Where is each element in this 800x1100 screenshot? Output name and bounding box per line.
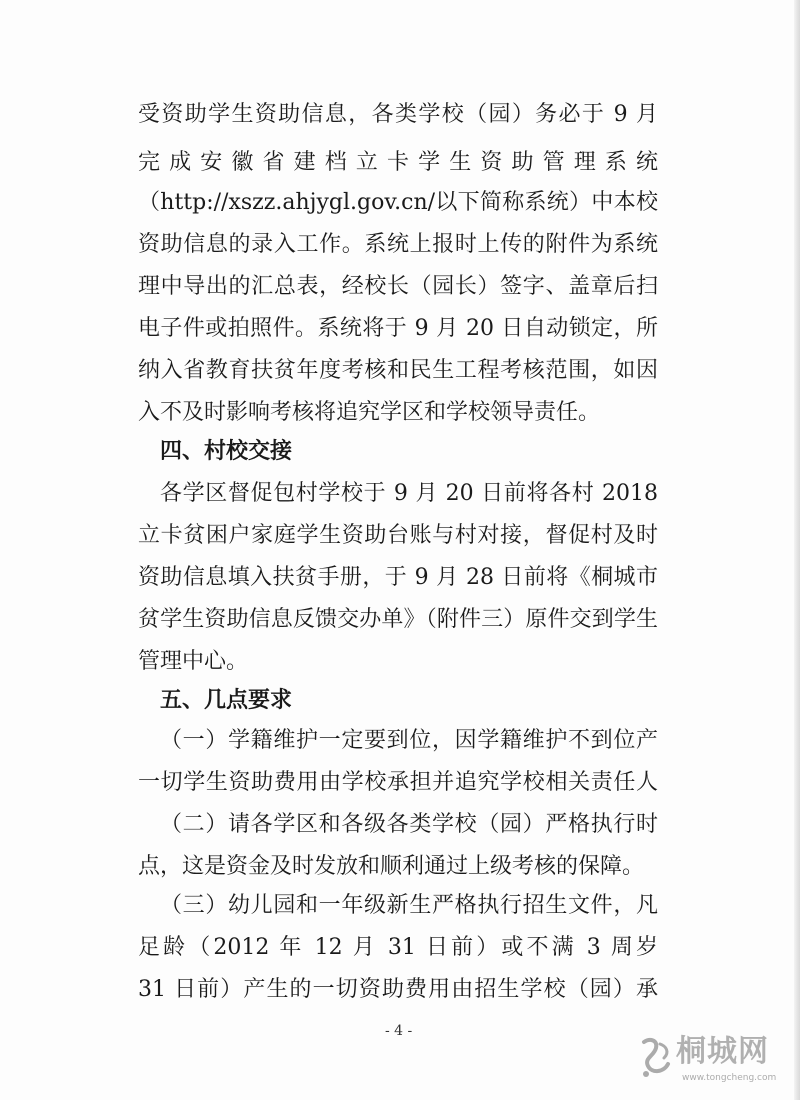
paragraph-1-line-5: 理中导出的汇总表，经校长（园长）签字、盖章后扫 [138, 274, 658, 299]
paragraph-2-line-1: 各学区督促包村学校于 9 月 20 日前将各村 2018 [160, 481, 658, 506]
paragraph-1-line-7: 纳入省教育扶贫年度考核和民生工程考核范围，如因 [138, 358, 658, 383]
paragraph-1-line-8: 入不及时影响考核将追究学区和学校领导责任。 [138, 400, 601, 425]
site-watermark [638, 1034, 788, 1092]
section-heading-5: 五、几点要求 [160, 688, 293, 713]
paragraph-1-line-2: 完成安徽省建档立卡学生资助管理系统 [138, 150, 658, 175]
requirement-2-line-2: 点，这是资金及时发放和顺利通过上级考核的保障。 [138, 854, 645, 879]
requirement-3-line-3: 31 日前）产生的一切资助费用由招生学校（园）承 [138, 977, 658, 1002]
paragraph-1-line-4: 资助信息的录入工作。系统上报时上传的附件为系统 [138, 232, 658, 257]
paragraph-2-line-3: 资助信息填入扶贫手册，于 9 月 28 日前将《桐城市 [138, 565, 658, 590]
paragraph-2-line-2: 立卡贫困户家庭学生资助台账与村对接，督促村及时 [138, 523, 658, 548]
section-heading-4: 四、村校交接 [160, 439, 293, 464]
requirement-1-line-2: 一切学生资助费用由学校承担并追究学校相关责任人 [138, 770, 658, 795]
paragraph-2-line-5: 管理中心。 [138, 649, 249, 674]
page-edge [794, 0, 800, 1100]
watermark-site-name: 桐城网 [676, 1034, 769, 1069]
watermark-site-url: www.tongcheng.com [682, 1073, 777, 1083]
requirement-1-line-1: （一）学籍维护一定要到位，因学籍维护不到位产 [160, 728, 658, 753]
paragraph-2-line-4: 贫学生资助信息反馈交办单》（附件三）原件交到学生 [138, 607, 658, 632]
requirement-3-line-1: （三）幼儿园和一年级新生严格执行招生文件，凡 [160, 893, 658, 918]
requirement-2-line-1: （二）请各学区和各级各类学校（园）严格执行时 [160, 812, 658, 837]
paragraph-1-line-6: 电子件或拍照件。系统将于 9 月 20 日自动锁定，所 [138, 316, 658, 341]
paragraph-1-line-1: 受资助学生资助信息，各类学校（园）务必于 9 月 [138, 102, 658, 127]
watermark-logo-icon [638, 1036, 674, 1080]
page-number: - 4 - [385, 1023, 413, 1039]
paragraph-1-line-3: （http://xszz.ahjygl.gov.cn/以下简称系统）中本校 [138, 190, 658, 215]
requirement-3-line-2: 足龄（2012 年 12 月 31 日前）或不满 3 周岁 [138, 935, 658, 960]
